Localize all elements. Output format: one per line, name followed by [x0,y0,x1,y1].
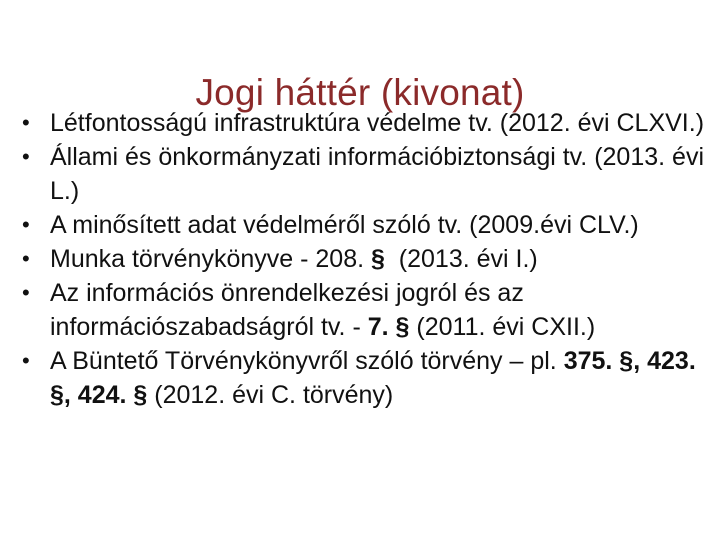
bullet-marker: • [22,144,30,169]
bullet-marker: • [22,246,30,271]
bullet-bold-text: 7. § [367,313,410,341]
bullet-bold-text: § [371,245,385,273]
bullet-marker: • [22,212,30,237]
bullet-text-suffix: (2012. évi C. törvény) [147,381,394,409]
bullet-marker: • [22,110,30,135]
bullet-text: A minősített adat védelméről szóló tv. (2009.évi CLV.) [50,211,639,239]
bullet-marker: • [22,280,30,305]
bullet-item [0,276,720,344]
bullet-marker: • [22,348,30,373]
bullet-list [0,106,720,412]
bullet-text: A Büntető Törvénykönyvről szóló törvény – pl. [50,347,564,375]
bullet-text-suffix: (2011. évi CXII.) [409,313,596,341]
bullet-item [0,242,720,276]
bullet-item [0,106,720,140]
bullet-text: Állami és önkormányzati információbiztonsági tv. (2013. évi L.) [50,143,704,205]
bullet-text: Az információs önrendelkezési jogról és az információszabadságról tv. - [50,279,524,341]
bullet-item [0,208,720,242]
bullet-text-suffix: (2013. évi I.) [384,245,538,273]
bullet-item [0,344,720,412]
slide-title: Jogi háttér (kivonat) [195,71,525,113]
bullet-bold-text: 375. §, 423. §, 424. § [50,347,696,409]
bullet-text: Létfontosságú infrastruktúra védelme tv. (2012. évi CLXVI.) [50,109,705,137]
bullet-item [0,140,720,208]
bullet-text: Munka törvénykönyve - 208. [50,245,371,273]
